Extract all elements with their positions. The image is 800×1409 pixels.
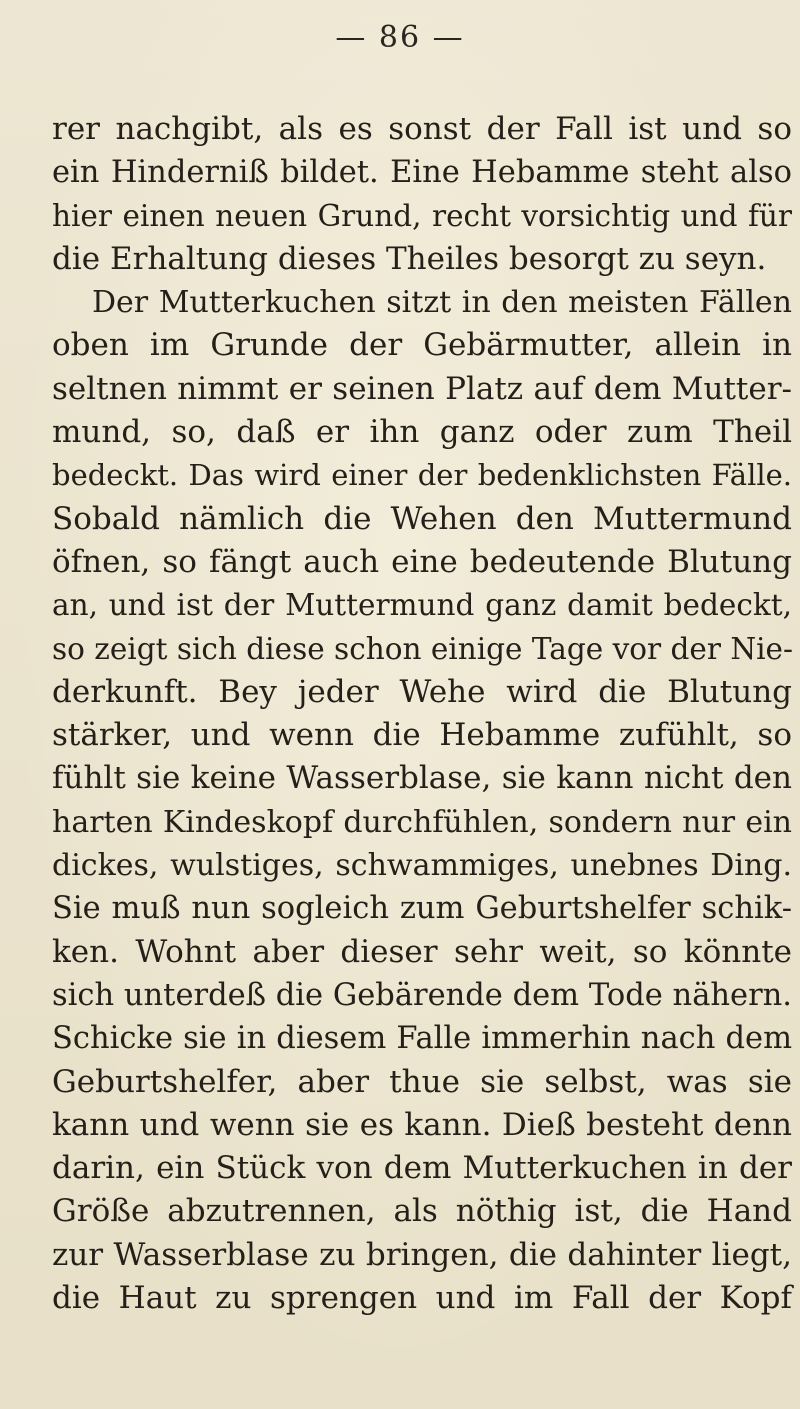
text-line: hier einen neuen Grund, recht vorsichtig und für [52, 198, 792, 233]
text-line: stärker, und wenn die Hebamme zufühlt, so [52, 717, 792, 754]
text-line: so zeigt sich diese schon einige Tage vor der Nie- [52, 631, 793, 666]
text-line: dickes, wulstiges, schwammiges, unebnes Ding. [52, 848, 792, 884]
text-line: Geburtshelfer, aber thue sie selbst, was sie [52, 1063, 792, 1100]
text-line: Der Mutterkuchen sitzt in den meisten Fällen [92, 285, 792, 321]
text-line: harten Kindeskopf durchfühlen, sondern nur ein [52, 804, 792, 840]
text-line: die Erhaltung dieses Theiles besorgt zu seyn. [52, 240, 767, 277]
text-line: ken. Wohnt aber dieser sehr weit, so könnte [52, 933, 792, 970]
text-line: darin, ein Stück von dem Mutterkuchen in der [52, 1150, 792, 1187]
text-line: öfnen, so fängt auch eine bedeutende Blutung [52, 543, 792, 580]
text-line: Schicke sie in diesem Falle immerhin nach dem [52, 1021, 792, 1057]
text-line: kann und wenn sie es kann. Dieß besteht denn [52, 1106, 792, 1143]
text-line: ein Hinderniß bildet. Eine Hebamme steht also [52, 155, 792, 191]
text-line: zur Wasserblase zu bringen, die dahinter liegt, [52, 1236, 792, 1273]
text-line: sich unterdeß die Gebärende dem Tode nähern. [52, 977, 792, 1013]
text-line: an, und ist der Muttermund ganz damit bedeckt, [52, 588, 792, 623]
text-line: oben im Grunde der Gebärmutter, allein in [52, 327, 792, 364]
text-line: Sie muß nun sogleich zum Geburtshelfer schik- [52, 891, 792, 927]
body-text [52, 108, 792, 1320]
page-number: — 86 — [335, 20, 465, 55]
text-line: seltnen nimmt er seinen Platz auf dem Mutter- [52, 370, 792, 407]
text-line: fühlt sie keine Wasserblase, sie kann nicht den [52, 760, 792, 797]
text-line: Sobald nämlich die Wehen den Muttermund [52, 500, 792, 537]
text-line: bedeckt. Das wird einer der bedenklichsten Fälle. [52, 458, 792, 493]
text-line: mund, so, daß er ihn ganz oder zum Theil [52, 414, 792, 451]
text-line: die Haut zu sprengen und im Fall der Kopf [52, 1280, 792, 1317]
text-line: rer nachgibt, als es sonst der Fall ist und so [52, 111, 792, 147]
text-line: Größe abzutrennen, als nöthig ist, die Hand [52, 1193, 792, 1230]
text-line: derkunft. Bey jeder Wehe wird die Blutung [52, 673, 792, 710]
